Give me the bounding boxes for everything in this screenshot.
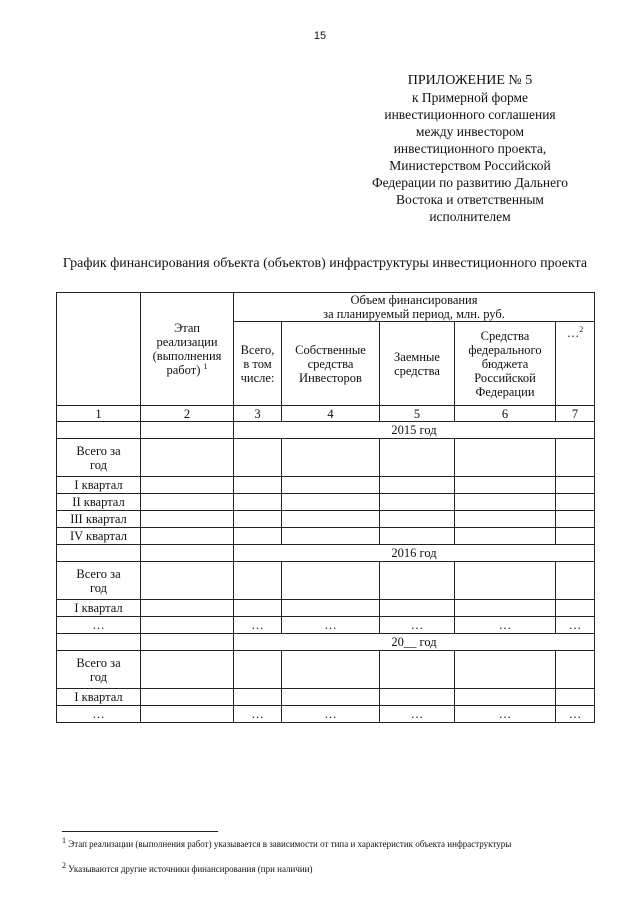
- column-number: 4: [282, 406, 380, 422]
- row-label-total-year: Всего за год: [57, 562, 141, 600]
- column-number: 7: [556, 406, 595, 422]
- annex-heading: ПРИЛОЖЕНИЕ № 5: [407, 73, 533, 88]
- header-own-funds: Собственные средства Инвесторов: [282, 322, 380, 406]
- annex-line: исполнителем: [429, 209, 511, 224]
- column-number: 6: [455, 406, 556, 422]
- year-row: [57, 422, 595, 439]
- ellipsis-cell: …: [455, 617, 556, 634]
- table-row: [57, 494, 595, 511]
- header-empty-cell: [57, 293, 141, 406]
- ellipsis-cell: …: [380, 617, 455, 634]
- table-row: [57, 706, 595, 723]
- year-row: [57, 634, 595, 651]
- ellipsis-cell: …: [455, 706, 556, 723]
- table-row: [57, 689, 595, 706]
- row-label-q1: I квартал: [57, 689, 141, 706]
- ellipsis-cell: …: [556, 617, 595, 634]
- schedule-title: График финансирования объекта (объектов) инфраструктуры инвестиционного проекта: [62, 256, 588, 271]
- ellipsis-cell: …: [57, 706, 141, 723]
- ellipsis-cell: …: [282, 617, 380, 634]
- ellipsis-cell: …: [234, 617, 282, 634]
- financing-schedule-table: [56, 292, 595, 723]
- annex-line: между инвестором: [415, 124, 525, 139]
- table-row: [57, 511, 595, 528]
- header-loan-funds: Заемные средства: [380, 322, 455, 406]
- column-number: 3: [234, 406, 282, 422]
- table-row: [57, 651, 595, 689]
- annex-line: к Примерной форме: [411, 90, 529, 105]
- year-label: 20__ год: [234, 634, 595, 651]
- ellipsis-cell: …: [282, 706, 380, 723]
- table-row: [57, 528, 595, 545]
- annex-line: инвестиционного соглашения: [384, 107, 556, 122]
- annex-line: Востока и ответственным: [396, 192, 544, 207]
- annex-line: инвестиционного проекта,: [393, 141, 547, 156]
- header-stage: Этап реализации (выполнения работ) $^1$: [141, 293, 234, 406]
- ellipsis-cell: …: [57, 617, 141, 634]
- header-other-sources: …$^2$: [556, 322, 595, 406]
- column-number: 5: [380, 406, 455, 422]
- column-number: 2: [141, 406, 234, 422]
- page-number: 15: [313, 30, 327, 42]
- footnote-separator: [62, 831, 218, 832]
- column-number: 1: [57, 406, 141, 422]
- row-label-q2: II квартал: [57, 494, 141, 511]
- footnote-1: 1 Этап реализации (выполнения работ) указывается в зависимости от типа и характеристик объекта инфраструктуры: [62, 836, 512, 849]
- table-row: [57, 439, 595, 477]
- year-row: [57, 545, 595, 562]
- row-label-q1: I квартал: [57, 600, 141, 617]
- row-label-q3: III квартал: [57, 511, 141, 528]
- ellipsis-cell: …: [556, 706, 595, 723]
- table-row: [57, 477, 595, 494]
- year-label: 2016 год: [234, 545, 595, 562]
- year-label: 2015 год: [234, 422, 595, 439]
- annex-line: Федерации по развитию Дальнего: [371, 175, 569, 190]
- row-label-q4: IV квартал: [57, 528, 141, 545]
- ellipsis-cell: …: [234, 706, 282, 723]
- row-label-q1: I квартал: [57, 477, 141, 494]
- row-label-total-year: Всего за год: [57, 651, 141, 689]
- table-row: [57, 617, 595, 634]
- header-volume: Объем финансирования за планируемый период, млн. руб.: [234, 293, 595, 322]
- table-row: [57, 600, 595, 617]
- column-number-row: [57, 406, 595, 422]
- table-row: [57, 562, 595, 600]
- header-total: Всего, в том числе:: [234, 322, 282, 406]
- footnote-2: 2 Указываются другие источники финансирования (при наличии): [62, 861, 313, 874]
- ellipsis-cell: …: [380, 706, 455, 723]
- annex-line: Министерством Российской: [389, 158, 551, 173]
- annex-block: [345, 72, 595, 225]
- header-federal-budget: Средства федерального бюджета Российской Федерации: [455, 322, 556, 406]
- row-label-total-year: Всего за год: [57, 439, 141, 477]
